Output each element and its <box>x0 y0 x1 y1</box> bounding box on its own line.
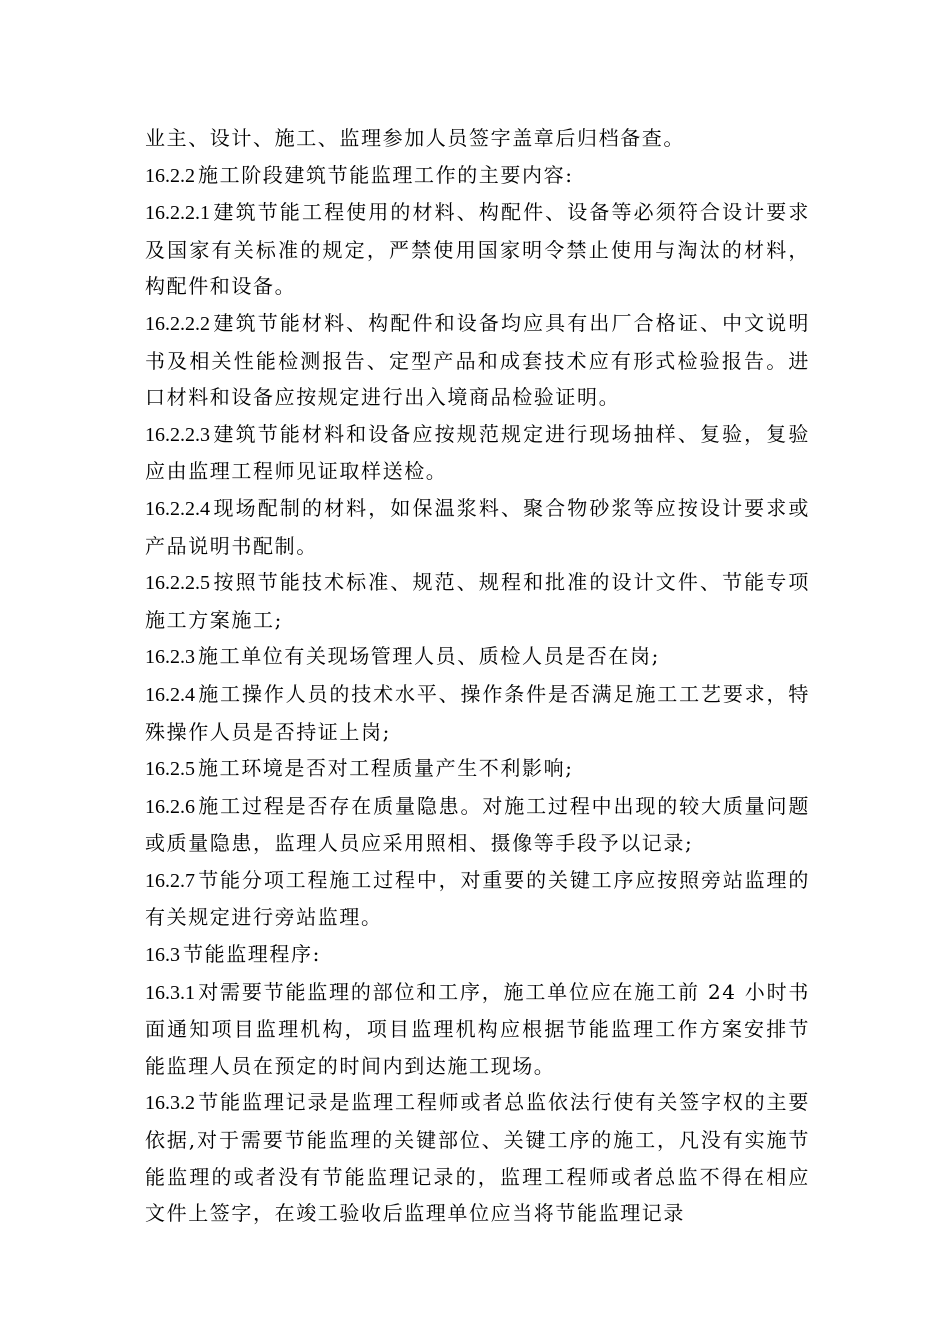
paragraph-text: 节能监理程序: <box>183 942 321 967</box>
paragraph-12 <box>145 936 810 974</box>
paragraph-text: 建筑节能材料、构配件和设备均应具有出厂合格证、中文说明书及相关性能检测报告、定型产品和成套技术应有形式检验报告。进口材料和设备应按规定进行出入境商品检验证明。 <box>145 310 810 410</box>
paragraph-text: 施工过程是否存在质量隐患。对施工过程中出现的较大质量问题或质量隐患，监理人员应采用照相、摄像等手段予以记录; <box>145 793 810 856</box>
paragraph-14 <box>145 1084 810 1231</box>
paragraph-text: 现场配制的材料，如保温浆料、聚合物砂浆等应按设计要求或产品说明书配制。 <box>145 495 810 558</box>
paragraph-number: 16.2.2.3 <box>145 423 210 446</box>
paragraph-text: 节能监理记录是监理工程师或者总监依法行使有关签字权的主要依据,对于需要节能监理的关键部位、关键工序的施工，凡没有实施节能监理的或者没有节能监理记录的，监理工程师或者总监不得在相应文件上签字，在竣工验收后监理单位应当将节能监理记录 <box>145 1090 810 1226</box>
paragraph-13 <box>145 974 810 1085</box>
paragraph-1 <box>145 157 810 195</box>
paragraph-5 <box>145 490 810 564</box>
paragraph-number: 16.3 <box>145 944 180 967</box>
paragraph-8 <box>145 676 810 750</box>
paragraph-6 <box>145 564 810 638</box>
paragraph-text: 对需要节能监理的部位和工序，施工单位应在施工前 24 小时书面通知项目监理机构，项目监理机构应根据节能监理工作方案安排节能监理人员在预定的时间内到达施工现场。 <box>145 979 810 1078</box>
paragraph-text: 建筑节能工程使用的材料、构配件、设备等必须符合设计要求及国家有关标准的规定，严禁使用国家明令禁止使用与淘汰的材料，构配件和设备。 <box>145 200 810 299</box>
paragraph-4 <box>145 416 810 490</box>
paragraph-text: 按照节能技术标准、规范、规程和批准的设计文件、节能专项施工方案施工; <box>145 570 810 632</box>
paragraph-text: 施工操作人员的技术水平、操作条件是否满足施工工艺要求，特殊操作人员是否持证上岗; <box>145 681 810 744</box>
paragraph-number: 16.2.5 <box>145 758 195 781</box>
paragraph-number: 16.2.2.1 <box>145 202 210 225</box>
paragraph-text: 施工单位有关现场管理人员、质检人员是否在岗; <box>198 644 660 669</box>
paragraph-text: 施工环境是否对工程质量产生不利影响; <box>198 756 574 781</box>
paragraph-number: 16.2.4 <box>145 683 195 706</box>
paragraph-2 <box>145 194 810 305</box>
paragraph-number: 16.2.2.5 <box>145 572 210 595</box>
paragraph-text: 节能分项工程施工过程中，对重要的关键工序应按照旁站监理的有关规定进行旁站监理。 <box>145 867 810 930</box>
paragraph-0 <box>145 120 810 157</box>
paragraph-number: 16.2.2 <box>145 164 195 187</box>
paragraph-number: 16.2.7 <box>145 869 195 892</box>
paragraph-number: 16.2.6 <box>145 795 195 818</box>
paragraph-text: 业主、设计、施工、监理参加人员签字盖章后归档备查。 <box>145 126 685 150</box>
document-body <box>145 120 810 1232</box>
paragraph-number: 16.3.1 <box>145 981 195 1004</box>
paragraph-7 <box>145 638 810 676</box>
paragraph-10 <box>145 788 810 862</box>
paragraph-number: 16.2.3 <box>145 646 195 669</box>
paragraph-text: 施工阶段建筑节能监理工作的主要内容: <box>198 162 574 187</box>
paragraph-text: 建筑节能材料和设备应按规范规定进行现场抽样、复验，复验应由监理工程师见证取样送检。 <box>145 421 810 484</box>
paragraph-number: 16.2.2.2 <box>145 312 210 335</box>
paragraph-9 <box>145 750 810 788</box>
paragraph-number: 16.3.2 <box>145 1092 195 1115</box>
paragraph-11 <box>145 862 810 936</box>
paragraph-number: 16.2.2.4 <box>145 497 210 520</box>
paragraph-3 <box>145 305 810 416</box>
